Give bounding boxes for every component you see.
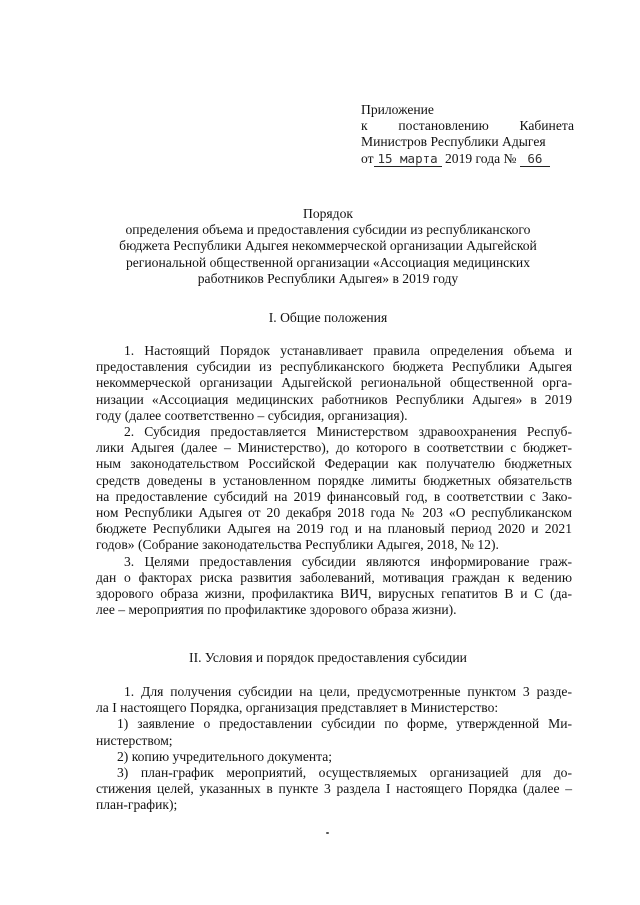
paragraph-3: 3. Целями предоставления субсидии являются информирование граж- дан о факторах риска развития заболеваний, мотивация граждан к ведению здорового образа жизни, профилактика ВИЧ, вирусных гепатитов В и С (да- лее – мероприятия по профилактике здорового образа жизни). [96, 553, 572, 618]
scan-speck [326, 832, 329, 834]
title-line: работников Республики Адыгея» в 2019 году [197, 270, 459, 286]
title-heading: Порядок [303, 206, 353, 221]
section-1-body [96, 343, 572, 618]
document-title [96, 206, 560, 287]
appendix-date-line: от 15 марта 2019 года № 66 [361, 151, 574, 167]
handwritten-date: 15 марта [374, 152, 442, 167]
list-item-3: 3) план-график мероприятий, осуществляемых организацией для до- стижения целей, указанных в пункте 3 раздела I настоящего Порядка (далее – план-график); [96, 765, 572, 813]
appendix-cabinet-line: Министров Республики Адыгея [361, 134, 546, 150]
section-1-heading: I. Общие положения [268, 310, 388, 325]
title-line: определения объема и предоставления субсидии из республиканского [125, 222, 531, 238]
section-2-heading: II. Условия и порядок предоставления субсидии [189, 650, 467, 665]
appendix-label: Приложение [361, 102, 434, 117]
appendix-resolution-line: к постановлению Кабинета [361, 118, 574, 134]
paragraph-1: 1. Настоящий Порядок устанавливает правила определения объема и предоставления субсидии из республиканского бюджета Республики Адыгея некоммерческой организации Адыгейской региональной общественной орга- низации «Ассоциация медицинских работников Республики Адыгея» в 2019 году (далее соответственно – субсидия, организация). [96, 343, 572, 423]
paragraph-1: 1. Для получения субсидии на цели, предусмотренные пунктом 3 разде- ла I настоящего Порядка, организация представляет в Министерство: [96, 684, 572, 716]
appendix-block [361, 102, 574, 167]
list-item-1: 1) заявление о предоставлении субсидии по форме, утвержденной Ми- нистерством; [96, 716, 572, 748]
title-line: региональной общественной организации «Ассоциация медицинских [125, 254, 531, 270]
handwritten-number: 66 [520, 152, 550, 167]
title-line: бюджета Республики Адыгея некоммерческой организации Адыгейской [119, 238, 537, 254]
list-item-2: 2) копию учредительного документа; [117, 748, 333, 764]
section-2-body [96, 684, 572, 814]
paragraph-2: 2. Субсидия предоставляется Министерством здравоохранения Респуб- лики Адыгея (далее – Министерство), до которого в соответствии с бюджет- ным законодательством Российской Федерации как получателю бюджетных средств доведены в установленном порядке лимиты бюджетных обязательств на предоставление субсидий на 2019 финансовый год, в соответствии с Зако- ном Республики Адыгея от 20 декабря 2018 года № 203 «О республиканском бюджете Республики Адыгея на 2019 год и на плановый период 2020 и 2021 годов» (Собрание законодательства Республики Адыгея, 2018, № 12). [96, 424, 572, 553]
